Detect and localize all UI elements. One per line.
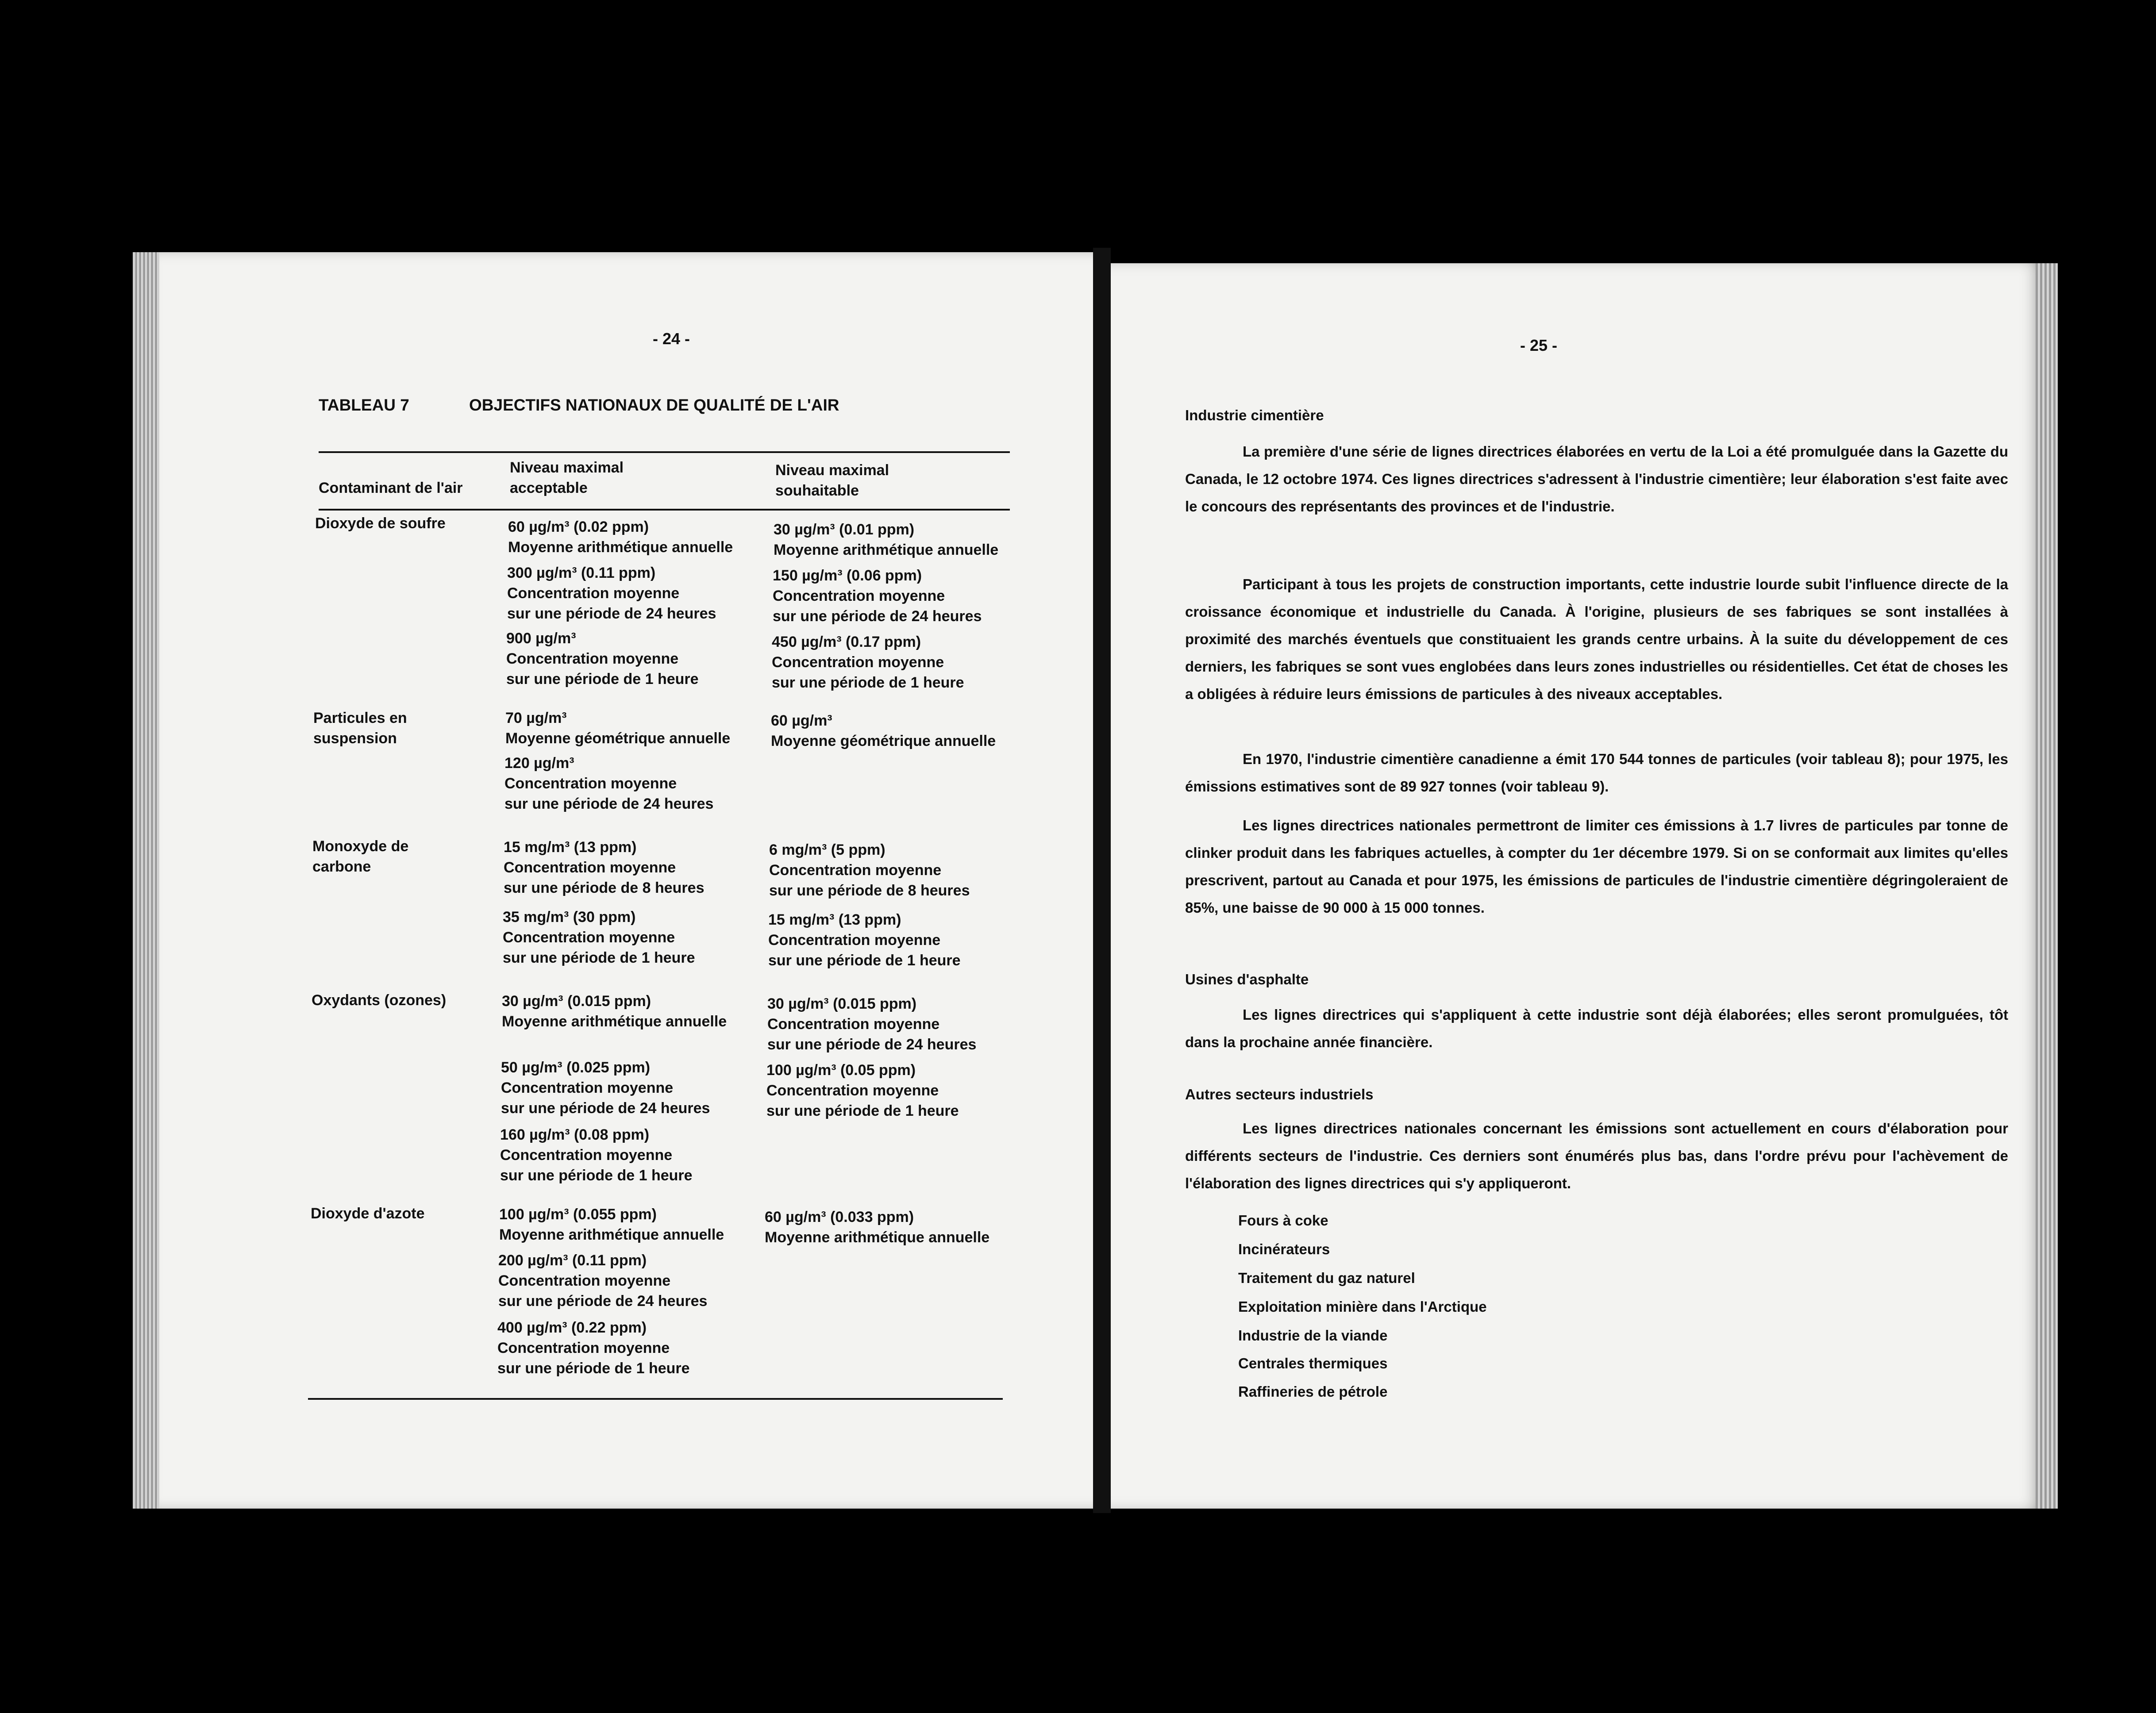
entry-description: Moyenne arithmétique annuelle (765, 1229, 990, 1246)
table-bottom-rule (308, 1398, 1003, 1400)
souhaitable-entry (771, 711, 1036, 751)
entry-description: Moyenne arithmétique annuelle (502, 1013, 727, 1030)
left-page (133, 252, 1093, 1509)
acceptable-entry (507, 563, 773, 624)
paragraph: Les lignes directrices nationales concernant les émissions sont actuellement en cours d'élaboration pour différents secteurs de l'industrie. Ces derniers sont énumérés plus bas, dans l'ordre prévu pour l'achèvement de l'élaboration des lignes directrices qui s'y appliqueront. (1185, 1120, 2008, 1191)
header-acceptable: Niveau maximal acceptable (510, 459, 624, 496)
entry-value: 15 mg/m³ (13 ppm) (504, 839, 637, 856)
list-item: Centrales thermiques (1238, 1355, 1388, 1371)
list-item: Fours à coke (1238, 1212, 1328, 1229)
list-item: Exploitation minière dans l'Arctique (1238, 1298, 1487, 1315)
book-gutter (1093, 248, 1111, 1513)
acceptable-entry (500, 1125, 766, 1186)
entry-value: 100 µg/m³ (0.055 ppm) (499, 1206, 657, 1223)
entry-description: Concentration moyenne sur une période de 1 heure (772, 654, 964, 691)
entry-value: 120 µg/m³ (504, 755, 574, 772)
contaminant-label: Dioxyde de soufre (315, 515, 446, 532)
paragraph: Les lignes directrices qui s'appliquent à cette industrie sont déjà élaborées; elles seront promulguées, tôt dans la prochaine année financière. (1185, 1006, 2008, 1050)
page-number: - 25 - (1520, 336, 1558, 354)
souhaitable-entry (772, 632, 1037, 693)
entry-value: 900 µg/m³ (506, 630, 576, 647)
entry-value: 60 µg/m³ (0.02 ppm) (508, 519, 649, 535)
acceptable-entry (502, 991, 767, 1032)
entry-value: 60 µg/m³ (771, 712, 832, 729)
contaminant-label: Monoxyde de carbone (312, 838, 409, 875)
entry-value: 30 µg/m³ (0.015 ppm) (767, 995, 917, 1012)
entry-description: Concentration moyenne sur une période de 24 heures (498, 1272, 708, 1310)
entry-description: Concentration moyenne sur une période de 24 heures (504, 775, 714, 812)
list-item: Raffineries de pétrole (1238, 1383, 1388, 1400)
list-item: Traitement du gaz naturel (1238, 1270, 1415, 1286)
entry-description: Moyenne géométrique annuelle (505, 730, 731, 747)
souhaitable-entry (768, 910, 1034, 971)
entry-value: 15 mg/m³ (13 ppm) (768, 911, 901, 928)
entry-description: Moyenne arithmétique annuelle (508, 539, 733, 556)
entry-description: Concentration moyenne sur une période de 24 heures (773, 588, 982, 625)
entry-description: Concentration moyenne sur une période de 1 heure (766, 1082, 959, 1119)
page-number: - 24 - (653, 330, 690, 348)
paragraph: Participant à tous les projets de construction importants, cette industrie lourde subit l'influence directe de la croissance économique et industrielle du Canada. À l'origine, plusieurs de ses fabriques se sont installées à proximité des marchés éventuels que constituaient les grands centre urbains. À la suite du développement de ces derniers, les fabriques se sont vues englobées dans leurs zones industrielles ou résidentielles. Cet état de choses les a obligées à réduire leurs émissions de particules à des niveaux acceptables. (1185, 576, 2008, 702)
header-souhaitable: Niveau maximal souhaitable (775, 462, 889, 499)
entry-description: Moyenne arithmétique annuelle (774, 542, 999, 558)
entry-description: Concentration moyenne sur une période de 1 heure (500, 1147, 693, 1184)
acceptable-entry (499, 1204, 765, 1245)
entry-value: 200 µg/m³ (0.11 ppm) (498, 1252, 647, 1269)
entry-description: Concentration moyenne sur une période de 24 heures (501, 1079, 710, 1117)
paragraph: En 1970, l'industrie cimentière canadienne a émit 170 544 tonnes de particules (voir tableau 8); pour 1975, les émissions estimatives sont de 89 927 tonnes (voir tableau 9). (1185, 751, 2008, 795)
contaminant-label: Particules en suspension (313, 710, 407, 747)
list-item: Industrie de la viande (1238, 1327, 1388, 1344)
entry-value: 50 µg/m³ (0.025 ppm) (501, 1059, 651, 1076)
souhaitable-entry (766, 1060, 1032, 1121)
page-edge (2036, 263, 2058, 1509)
table-top-rule (319, 451, 1010, 453)
entry-description: Concentration moyenne sur une période de 24 heures (507, 585, 716, 622)
entry-value: 30 µg/m³ (0.01 ppm) (774, 521, 915, 538)
entry-value: 6 mg/m³ (5 ppm) (769, 841, 886, 858)
entry-description: Concentration moyenne sur une période de 24 heures (767, 1016, 977, 1053)
entry-description: Concentration moyenne sur une période de 1 heure (503, 929, 695, 966)
entry-description: Concentration moyenne sur une période de 1 heure (768, 932, 961, 969)
acceptable-entry (504, 837, 769, 898)
list-item: Incinérateurs (1238, 1241, 1330, 1257)
entry-description: Concentration moyenne sur une période de 1 heure (506, 650, 699, 688)
table-number: TABLEAU 7 (319, 396, 409, 414)
souhaitable-entry (767, 994, 1033, 1055)
section-heading: Autres secteurs industriels (1185, 1086, 1374, 1102)
table-title-line (319, 396, 839, 415)
entry-value: 70 µg/m³ (505, 710, 567, 726)
entry-value: 160 µg/m³ (0.08 ppm) (500, 1126, 650, 1143)
entry-description: Concentration moyenne sur une période de 8 heures (769, 862, 970, 899)
table-title: OBJECTIFS NATIONAUX DE QUALITÉ DE L'AIR (469, 396, 839, 414)
entry-value: 30 µg/m³ (0.015 ppm) (502, 993, 651, 1010)
acceptable-entry (497, 1317, 763, 1379)
entry-value: 150 µg/m³ (0.06 ppm) (773, 567, 922, 584)
section-heading: Usines d'asphalte (1185, 971, 1309, 987)
page-edge (133, 252, 159, 1509)
entry-value: 60 µg/m³ (0.033 ppm) (765, 1209, 914, 1225)
entry-value: 450 µg/m³ (0.17 ppm) (772, 634, 921, 650)
souhaitable-entry (769, 840, 1035, 901)
entry-description: Moyenne géométrique annuelle (771, 733, 996, 749)
entry-value: 100 µg/m³ (0.05 ppm) (766, 1062, 916, 1079)
contaminant-label: Dioxyde d'azote (311, 1205, 425, 1222)
entry-description: Concentration moyenne sur une période de 8 heures (504, 859, 705, 896)
entry-value: 400 µg/m³ (0.22 ppm) (497, 1319, 647, 1336)
paragraph: Les lignes directrices nationales permettront de limiter ces émissions à 1.7 livres de particules par tonne de clinker produit dans les fabriques actuelles, à compter du 1er décembre 1979. Si on se conformait aux limites qu'elles prescrivent, partout au Canada et pour 1975, les émissions de particules de l'industrie cimentière dégringoleraient de 85%, une baisse de 90 000 à 15 000 tonnes. (1185, 817, 2008, 916)
entry-value: 35 mg/m³ (30 ppm) (503, 909, 636, 926)
acceptable-entry (506, 628, 772, 689)
paragraph: La première d'une série de lignes directrices élaborées en vertu de la Loi a été promulguée dans la Gazette du Canada, le 12 octobre 1974. Ces lignes directrices s'adressent à l'industrie cimentière; leur élaboration s'est faite avec le concours des représentants des provinces et de l'industrie. (1185, 443, 2008, 515)
acceptable-entry (503, 907, 768, 968)
section-heading: Industrie cimentière (1185, 407, 1324, 423)
entry-description: Concentration moyenne sur une période de 1 heure (497, 1340, 690, 1377)
acceptable-entry (508, 517, 774, 557)
acceptable-entry (498, 1250, 764, 1311)
souhaitable-entry (774, 519, 1039, 560)
header-bottom-rule (319, 509, 1010, 511)
acceptable-entry (501, 1057, 766, 1118)
acceptable-entry (505, 708, 771, 749)
souhaitable-entry (765, 1207, 1030, 1248)
entry-value: 300 µg/m³ (0.11 ppm) (507, 565, 656, 581)
header-contaminant: Contaminant de l'air (319, 480, 463, 496)
right-page (1111, 263, 2053, 1509)
entry-description: Moyenne arithmétique annuelle (499, 1226, 724, 1243)
acceptable-entry (504, 753, 770, 814)
contaminant-label: Oxydants (ozones) (312, 992, 447, 1009)
souhaitable-entry (773, 565, 1038, 626)
